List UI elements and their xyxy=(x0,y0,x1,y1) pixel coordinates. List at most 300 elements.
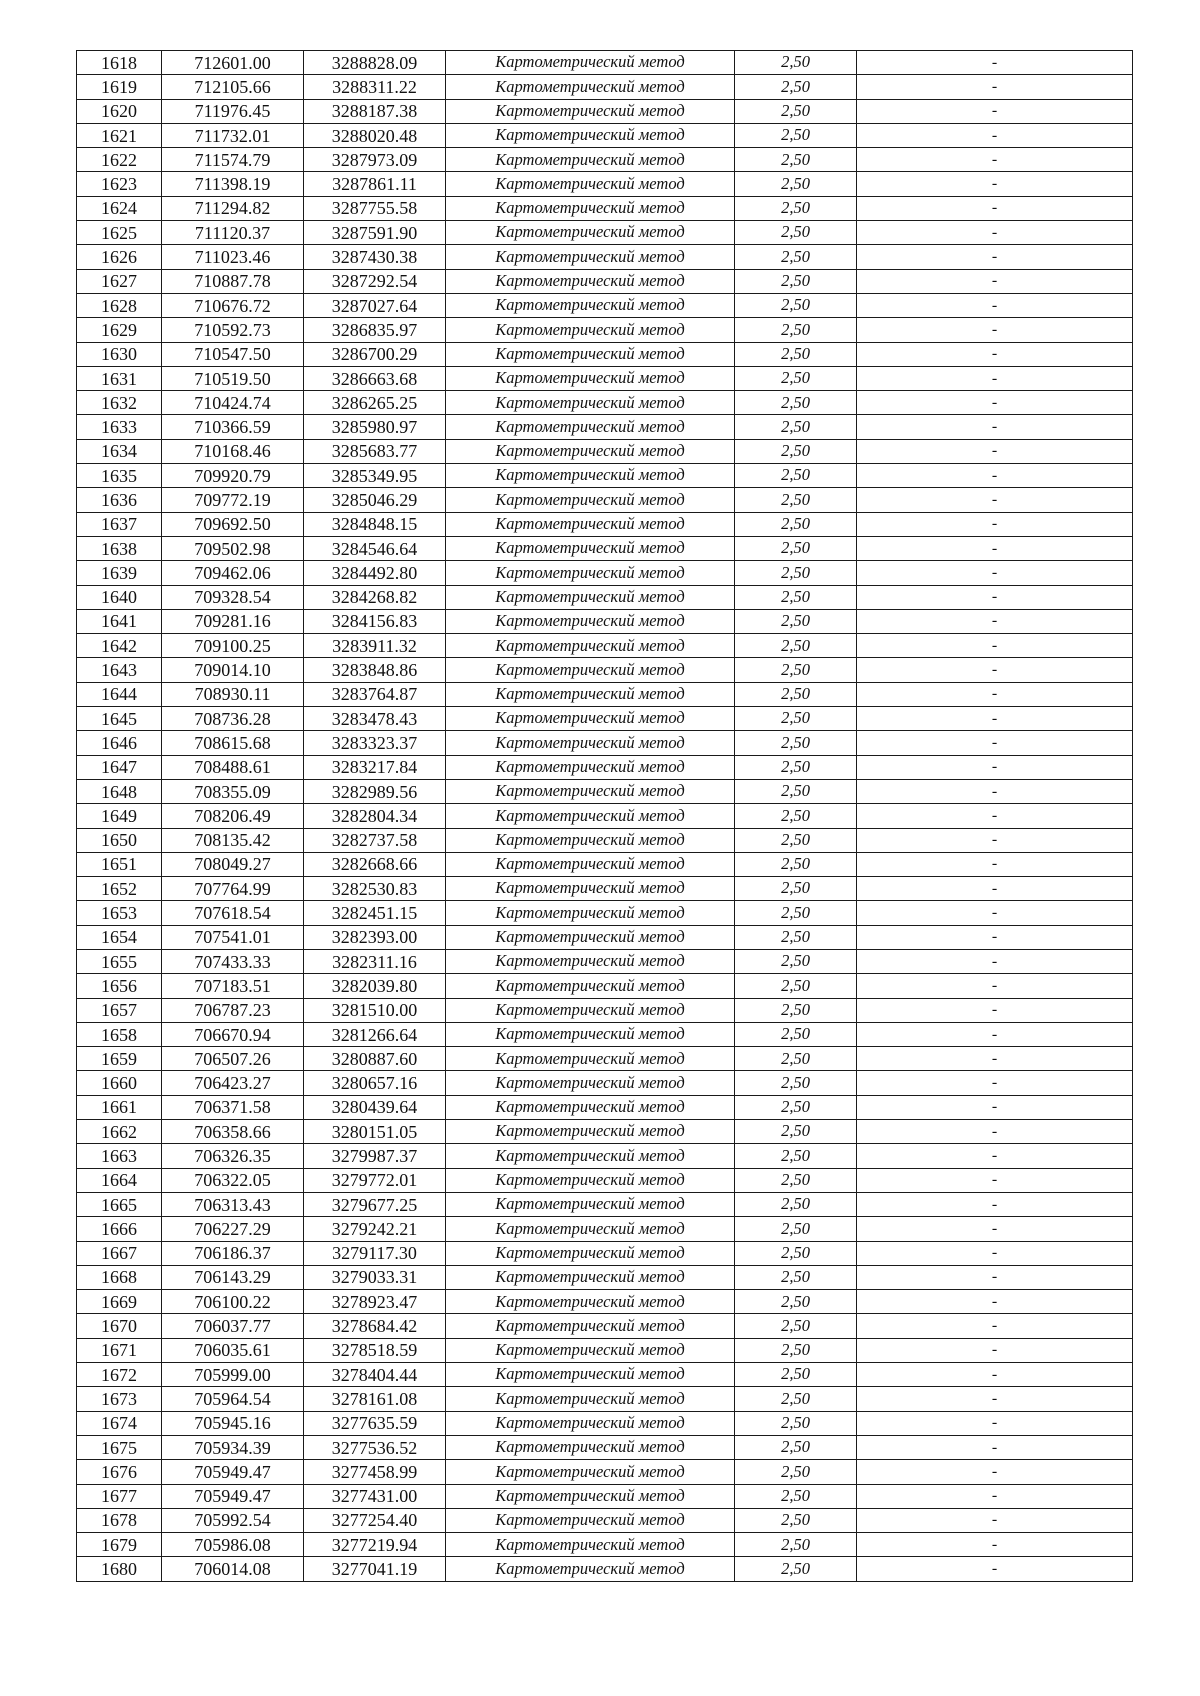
point-number-cell: 1635 xyxy=(77,464,162,488)
table-row xyxy=(77,1120,1133,1144)
accuracy-cell: 2,50 xyxy=(735,828,857,852)
method-cell: Картометрический метод xyxy=(446,172,735,196)
x-coordinate-cell: 709502.98 xyxy=(162,536,304,560)
note-cell: - xyxy=(857,1192,1133,1216)
note-cell: - xyxy=(857,901,1133,925)
method-cell: Картометрический метод xyxy=(446,221,735,245)
x-coordinate-cell: 706322.05 xyxy=(162,1168,304,1192)
y-coordinate-cell: 3278161.08 xyxy=(304,1387,446,1411)
y-coordinate-cell: 3284848.15 xyxy=(304,512,446,536)
method-cell: Картометрический метод xyxy=(446,293,735,317)
table-row xyxy=(77,561,1133,585)
method-cell: Картометрический метод xyxy=(446,998,735,1022)
note-cell: - xyxy=(857,512,1133,536)
x-coordinate-cell: 706100.22 xyxy=(162,1290,304,1314)
note-cell: - xyxy=(857,1435,1133,1459)
table-row xyxy=(77,755,1133,779)
y-coordinate-cell: 3283848.86 xyxy=(304,658,446,682)
point-number-cell: 1671 xyxy=(77,1338,162,1362)
note-cell: - xyxy=(857,1314,1133,1338)
accuracy-cell: 2,50 xyxy=(735,1484,857,1508)
point-number-cell: 1620 xyxy=(77,99,162,123)
note-cell: - xyxy=(857,245,1133,269)
table-row xyxy=(77,99,1133,123)
note-cell: - xyxy=(857,75,1133,99)
accuracy-cell: 2,50 xyxy=(735,609,857,633)
method-cell: Картометрический метод xyxy=(446,561,735,585)
method-cell: Картометрический метод xyxy=(446,1290,735,1314)
y-coordinate-cell: 3283217.84 xyxy=(304,755,446,779)
x-coordinate-cell: 705992.54 xyxy=(162,1508,304,1532)
method-cell: Картометрический метод xyxy=(446,1338,735,1362)
y-coordinate-cell: 3279772.01 xyxy=(304,1168,446,1192)
point-number-cell: 1661 xyxy=(77,1095,162,1119)
point-number-cell: 1652 xyxy=(77,877,162,901)
note-cell: - xyxy=(857,1095,1133,1119)
x-coordinate-cell: 710366.59 xyxy=(162,415,304,439)
y-coordinate-cell: 3280887.60 xyxy=(304,1047,446,1071)
table-row xyxy=(77,1192,1133,1216)
x-coordinate-cell: 706227.29 xyxy=(162,1217,304,1241)
note-cell: - xyxy=(857,1071,1133,1095)
accuracy-cell: 2,50 xyxy=(735,1460,857,1484)
y-coordinate-cell: 3277635.59 xyxy=(304,1411,446,1435)
method-cell: Картометрический метод xyxy=(446,391,735,415)
accuracy-cell: 2,50 xyxy=(735,366,857,390)
x-coordinate-cell: 709772.19 xyxy=(162,488,304,512)
x-coordinate-cell: 706507.26 xyxy=(162,1047,304,1071)
point-number-cell: 1654 xyxy=(77,925,162,949)
accuracy-cell: 2,50 xyxy=(735,99,857,123)
accuracy-cell: 2,50 xyxy=(735,925,857,949)
note-cell: - xyxy=(857,51,1133,75)
note-cell: - xyxy=(857,391,1133,415)
accuracy-cell: 2,50 xyxy=(735,172,857,196)
x-coordinate-cell: 710887.78 xyxy=(162,269,304,293)
accuracy-cell: 2,50 xyxy=(735,1192,857,1216)
method-cell: Картометрический метод xyxy=(446,1047,735,1071)
point-number-cell: 1676 xyxy=(77,1460,162,1484)
x-coordinate-cell: 707183.51 xyxy=(162,974,304,998)
point-number-cell: 1639 xyxy=(77,561,162,585)
x-coordinate-cell: 706358.66 xyxy=(162,1120,304,1144)
note-cell: - xyxy=(857,221,1133,245)
y-coordinate-cell: 3283911.32 xyxy=(304,634,446,658)
accuracy-cell: 2,50 xyxy=(735,1265,857,1289)
table-row xyxy=(77,536,1133,560)
table-row xyxy=(77,464,1133,488)
table-row xyxy=(77,1387,1133,1411)
accuracy-cell: 2,50 xyxy=(735,1022,857,1046)
table-row xyxy=(77,1435,1133,1459)
point-number-cell: 1627 xyxy=(77,269,162,293)
point-number-cell: 1629 xyxy=(77,318,162,342)
accuracy-cell: 2,50 xyxy=(735,464,857,488)
y-coordinate-cell: 3279987.37 xyxy=(304,1144,446,1168)
y-coordinate-cell: 3286835.97 xyxy=(304,318,446,342)
accuracy-cell: 2,50 xyxy=(735,1290,857,1314)
x-coordinate-cell: 709692.50 xyxy=(162,512,304,536)
accuracy-cell: 2,50 xyxy=(735,148,857,172)
x-coordinate-cell: 708135.42 xyxy=(162,828,304,852)
table-row xyxy=(77,1168,1133,1192)
x-coordinate-cell: 712105.66 xyxy=(162,75,304,99)
y-coordinate-cell: 3285349.95 xyxy=(304,464,446,488)
table-row xyxy=(77,196,1133,220)
accuracy-cell: 2,50 xyxy=(735,1047,857,1071)
table-row xyxy=(77,123,1133,147)
point-number-cell: 1660 xyxy=(77,1071,162,1095)
accuracy-cell: 2,50 xyxy=(735,1095,857,1119)
y-coordinate-cell: 3278518.59 xyxy=(304,1338,446,1362)
method-cell: Картометрический метод xyxy=(446,1095,735,1119)
table-row xyxy=(77,658,1133,682)
method-cell: Картометрический метод xyxy=(446,949,735,973)
point-number-cell: 1655 xyxy=(77,949,162,973)
accuracy-cell: 2,50 xyxy=(735,1120,857,1144)
coordinates-table-body xyxy=(77,51,1133,1582)
y-coordinate-cell: 3279033.31 xyxy=(304,1265,446,1289)
y-coordinate-cell: 3282530.83 xyxy=(304,877,446,901)
note-cell: - xyxy=(857,731,1133,755)
x-coordinate-cell: 711120.37 xyxy=(162,221,304,245)
point-number-cell: 1656 xyxy=(77,974,162,998)
x-coordinate-cell: 709281.16 xyxy=(162,609,304,633)
table-row xyxy=(77,488,1133,512)
note-cell: - xyxy=(857,804,1133,828)
method-cell: Картометрический метод xyxy=(446,1387,735,1411)
point-number-cell: 1618 xyxy=(77,51,162,75)
point-number-cell: 1666 xyxy=(77,1217,162,1241)
note-cell: - xyxy=(857,464,1133,488)
method-cell: Картометрический метод xyxy=(446,488,735,512)
accuracy-cell: 2,50 xyxy=(735,755,857,779)
point-number-cell: 1638 xyxy=(77,536,162,560)
y-coordinate-cell: 3286663.68 xyxy=(304,366,446,390)
method-cell: Картометрический метод xyxy=(446,196,735,220)
note-cell: - xyxy=(857,318,1133,342)
point-number-cell: 1673 xyxy=(77,1387,162,1411)
y-coordinate-cell: 3282393.00 xyxy=(304,925,446,949)
point-number-cell: 1678 xyxy=(77,1508,162,1532)
note-cell: - xyxy=(857,682,1133,706)
method-cell: Картометрический метод xyxy=(446,779,735,803)
table-row xyxy=(77,852,1133,876)
method-cell: Картометрический метод xyxy=(446,1508,735,1532)
x-coordinate-cell: 708049.27 xyxy=(162,852,304,876)
table-row xyxy=(77,1484,1133,1508)
point-number-cell: 1630 xyxy=(77,342,162,366)
table-row xyxy=(77,1047,1133,1071)
y-coordinate-cell: 3278404.44 xyxy=(304,1363,446,1387)
point-number-cell: 1650 xyxy=(77,828,162,852)
method-cell: Картометрический метод xyxy=(446,682,735,706)
note-cell: - xyxy=(857,1338,1133,1362)
note-cell: - xyxy=(857,828,1133,852)
note-cell: - xyxy=(857,1265,1133,1289)
point-number-cell: 1628 xyxy=(77,293,162,317)
x-coordinate-cell: 705934.39 xyxy=(162,1435,304,1459)
table-row xyxy=(77,609,1133,633)
note-cell: - xyxy=(857,1290,1133,1314)
point-number-cell: 1649 xyxy=(77,804,162,828)
method-cell: Картометрический метод xyxy=(446,1435,735,1459)
x-coordinate-cell: 711398.19 xyxy=(162,172,304,196)
point-number-cell: 1631 xyxy=(77,366,162,390)
note-cell: - xyxy=(857,974,1133,998)
accuracy-cell: 2,50 xyxy=(735,1338,857,1362)
note-cell: - xyxy=(857,1557,1133,1581)
method-cell: Картометрический метод xyxy=(446,75,735,99)
accuracy-cell: 2,50 xyxy=(735,1217,857,1241)
x-coordinate-cell: 711294.82 xyxy=(162,196,304,220)
table-row xyxy=(77,512,1133,536)
accuracy-cell: 2,50 xyxy=(735,707,857,731)
method-cell: Картометрический метод xyxy=(446,901,735,925)
y-coordinate-cell: 3277458.99 xyxy=(304,1460,446,1484)
method-cell: Картометрический метод xyxy=(446,1557,735,1581)
point-number-cell: 1643 xyxy=(77,658,162,682)
accuracy-cell: 2,50 xyxy=(735,1435,857,1459)
accuracy-cell: 2,50 xyxy=(735,1314,857,1338)
note-cell: - xyxy=(857,99,1133,123)
method-cell: Картометрический метод xyxy=(446,512,735,536)
note-cell: - xyxy=(857,1484,1133,1508)
y-coordinate-cell: 3284268.82 xyxy=(304,585,446,609)
point-number-cell: 1659 xyxy=(77,1047,162,1071)
method-cell: Картометрический метод xyxy=(446,99,735,123)
y-coordinate-cell: 3288828.09 xyxy=(304,51,446,75)
accuracy-cell: 2,50 xyxy=(735,1411,857,1435)
note-cell: - xyxy=(857,755,1133,779)
accuracy-cell: 2,50 xyxy=(735,634,857,658)
y-coordinate-cell: 3287973.09 xyxy=(304,148,446,172)
y-coordinate-cell: 3277536.52 xyxy=(304,1435,446,1459)
y-coordinate-cell: 3278923.47 xyxy=(304,1290,446,1314)
accuracy-cell: 2,50 xyxy=(735,536,857,560)
point-number-cell: 1642 xyxy=(77,634,162,658)
x-coordinate-cell: 705945.16 xyxy=(162,1411,304,1435)
point-number-cell: 1662 xyxy=(77,1120,162,1144)
x-coordinate-cell: 711574.79 xyxy=(162,148,304,172)
note-cell: - xyxy=(857,1168,1133,1192)
y-coordinate-cell: 3282311.16 xyxy=(304,949,446,973)
x-coordinate-cell: 706787.23 xyxy=(162,998,304,1022)
table-row xyxy=(77,221,1133,245)
y-coordinate-cell: 3286700.29 xyxy=(304,342,446,366)
point-number-cell: 1622 xyxy=(77,148,162,172)
table-row xyxy=(77,1533,1133,1557)
point-number-cell: 1648 xyxy=(77,779,162,803)
note-cell: - xyxy=(857,1144,1133,1168)
table-row xyxy=(77,51,1133,75)
x-coordinate-cell: 708355.09 xyxy=(162,779,304,803)
point-number-cell: 1665 xyxy=(77,1192,162,1216)
y-coordinate-cell: 3281266.64 xyxy=(304,1022,446,1046)
accuracy-cell: 2,50 xyxy=(735,804,857,828)
x-coordinate-cell: 709100.25 xyxy=(162,634,304,658)
method-cell: Картометрический метод xyxy=(446,609,735,633)
x-coordinate-cell: 709462.06 xyxy=(162,561,304,585)
table-row xyxy=(77,391,1133,415)
note-cell: - xyxy=(857,877,1133,901)
x-coordinate-cell: 712601.00 xyxy=(162,51,304,75)
table-row xyxy=(77,974,1133,998)
x-coordinate-cell: 706035.61 xyxy=(162,1338,304,1362)
method-cell: Картометрический метод xyxy=(446,439,735,463)
note-cell: - xyxy=(857,634,1133,658)
accuracy-cell: 2,50 xyxy=(735,658,857,682)
y-coordinate-cell: 3288311.22 xyxy=(304,75,446,99)
accuracy-cell: 2,50 xyxy=(735,51,857,75)
x-coordinate-cell: 709014.10 xyxy=(162,658,304,682)
x-coordinate-cell: 708736.28 xyxy=(162,707,304,731)
method-cell: Картометрический метод xyxy=(446,925,735,949)
accuracy-cell: 2,50 xyxy=(735,1508,857,1532)
y-coordinate-cell: 3277254.40 xyxy=(304,1508,446,1532)
y-coordinate-cell: 3284156.83 xyxy=(304,609,446,633)
y-coordinate-cell: 3280657.16 xyxy=(304,1071,446,1095)
table-row xyxy=(77,1460,1133,1484)
accuracy-cell: 2,50 xyxy=(735,196,857,220)
point-number-cell: 1653 xyxy=(77,901,162,925)
point-number-cell: 1669 xyxy=(77,1290,162,1314)
note-cell: - xyxy=(857,1217,1133,1241)
point-number-cell: 1663 xyxy=(77,1144,162,1168)
table-row xyxy=(77,1071,1133,1095)
x-coordinate-cell: 709328.54 xyxy=(162,585,304,609)
point-number-cell: 1668 xyxy=(77,1265,162,1289)
x-coordinate-cell: 705999.00 xyxy=(162,1363,304,1387)
accuracy-cell: 2,50 xyxy=(735,877,857,901)
x-coordinate-cell: 711023.46 xyxy=(162,245,304,269)
x-coordinate-cell: 708488.61 xyxy=(162,755,304,779)
x-coordinate-cell: 706143.29 xyxy=(162,1265,304,1289)
table-row xyxy=(77,148,1133,172)
accuracy-cell: 2,50 xyxy=(735,779,857,803)
method-cell: Картометрический метод xyxy=(446,1144,735,1168)
y-coordinate-cell: 3284492.80 xyxy=(304,561,446,585)
accuracy-cell: 2,50 xyxy=(735,1387,857,1411)
method-cell: Картометрический метод xyxy=(446,51,735,75)
y-coordinate-cell: 3277219.94 xyxy=(304,1533,446,1557)
x-coordinate-cell: 706313.43 xyxy=(162,1192,304,1216)
method-cell: Картометрический метод xyxy=(446,707,735,731)
method-cell: Картометрический метод xyxy=(446,755,735,779)
method-cell: Картометрический метод xyxy=(446,464,735,488)
table-row xyxy=(77,318,1133,342)
method-cell: Картометрический метод xyxy=(446,974,735,998)
x-coordinate-cell: 705986.08 xyxy=(162,1533,304,1557)
note-cell: - xyxy=(857,366,1133,390)
x-coordinate-cell: 711732.01 xyxy=(162,123,304,147)
point-number-cell: 1636 xyxy=(77,488,162,512)
method-cell: Картометрический метод xyxy=(446,123,735,147)
note-cell: - xyxy=(857,1508,1133,1532)
method-cell: Картометрический метод xyxy=(446,1460,735,1484)
y-coordinate-cell: 3279117.30 xyxy=(304,1241,446,1265)
note-cell: - xyxy=(857,1387,1133,1411)
table-row xyxy=(77,585,1133,609)
table-row xyxy=(77,634,1133,658)
note-cell: - xyxy=(857,609,1133,633)
x-coordinate-cell: 710424.74 xyxy=(162,391,304,415)
note-cell: - xyxy=(857,949,1133,973)
point-number-cell: 1641 xyxy=(77,609,162,633)
note-cell: - xyxy=(857,1047,1133,1071)
point-number-cell: 1672 xyxy=(77,1363,162,1387)
method-cell: Картометрический метод xyxy=(446,852,735,876)
note-cell: - xyxy=(857,536,1133,560)
x-coordinate-cell: 706371.58 xyxy=(162,1095,304,1119)
y-coordinate-cell: 3278684.42 xyxy=(304,1314,446,1338)
accuracy-cell: 2,50 xyxy=(735,75,857,99)
accuracy-cell: 2,50 xyxy=(735,1241,857,1265)
method-cell: Картометрический метод xyxy=(446,1022,735,1046)
x-coordinate-cell: 706326.35 xyxy=(162,1144,304,1168)
accuracy-cell: 2,50 xyxy=(735,221,857,245)
table-row xyxy=(77,877,1133,901)
method-cell: Картометрический метод xyxy=(446,658,735,682)
point-number-cell: 1675 xyxy=(77,1435,162,1459)
table-row xyxy=(77,682,1133,706)
y-coordinate-cell: 3288020.48 xyxy=(304,123,446,147)
accuracy-cell: 2,50 xyxy=(735,293,857,317)
note-cell: - xyxy=(857,196,1133,220)
point-number-cell: 1647 xyxy=(77,755,162,779)
y-coordinate-cell: 3282668.66 xyxy=(304,852,446,876)
x-coordinate-cell: 710519.50 xyxy=(162,366,304,390)
x-coordinate-cell: 707764.99 xyxy=(162,877,304,901)
accuracy-cell: 2,50 xyxy=(735,123,857,147)
method-cell: Картометрический метод xyxy=(446,269,735,293)
point-number-cell: 1637 xyxy=(77,512,162,536)
y-coordinate-cell: 3287027.64 xyxy=(304,293,446,317)
y-coordinate-cell: 3286265.25 xyxy=(304,391,446,415)
method-cell: Картометрический метод xyxy=(446,318,735,342)
point-number-cell: 1634 xyxy=(77,439,162,463)
y-coordinate-cell: 3280151.05 xyxy=(304,1120,446,1144)
method-cell: Картометрический метод xyxy=(446,634,735,658)
y-coordinate-cell: 3277041.19 xyxy=(304,1557,446,1581)
accuracy-cell: 2,50 xyxy=(735,245,857,269)
method-cell: Картометрический метод xyxy=(446,1168,735,1192)
y-coordinate-cell: 3279242.21 xyxy=(304,1217,446,1241)
method-cell: Картометрический метод xyxy=(446,1314,735,1338)
y-coordinate-cell: 3280439.64 xyxy=(304,1095,446,1119)
y-coordinate-cell: 3287755.58 xyxy=(304,196,446,220)
point-number-cell: 1658 xyxy=(77,1022,162,1046)
accuracy-cell: 2,50 xyxy=(735,998,857,1022)
x-coordinate-cell: 709920.79 xyxy=(162,464,304,488)
method-cell: Картометрический метод xyxy=(446,415,735,439)
accuracy-cell: 2,50 xyxy=(735,1168,857,1192)
note-cell: - xyxy=(857,585,1133,609)
point-number-cell: 1651 xyxy=(77,852,162,876)
table-row xyxy=(77,1363,1133,1387)
table-row xyxy=(77,1338,1133,1362)
point-number-cell: 1674 xyxy=(77,1411,162,1435)
y-coordinate-cell: 3282737.58 xyxy=(304,828,446,852)
table-row xyxy=(77,998,1133,1022)
point-number-cell: 1677 xyxy=(77,1484,162,1508)
table-row xyxy=(77,949,1133,973)
x-coordinate-cell: 711976.45 xyxy=(162,99,304,123)
x-coordinate-cell: 707541.01 xyxy=(162,925,304,949)
accuracy-cell: 2,50 xyxy=(735,342,857,366)
point-number-cell: 1626 xyxy=(77,245,162,269)
note-cell: - xyxy=(857,1411,1133,1435)
